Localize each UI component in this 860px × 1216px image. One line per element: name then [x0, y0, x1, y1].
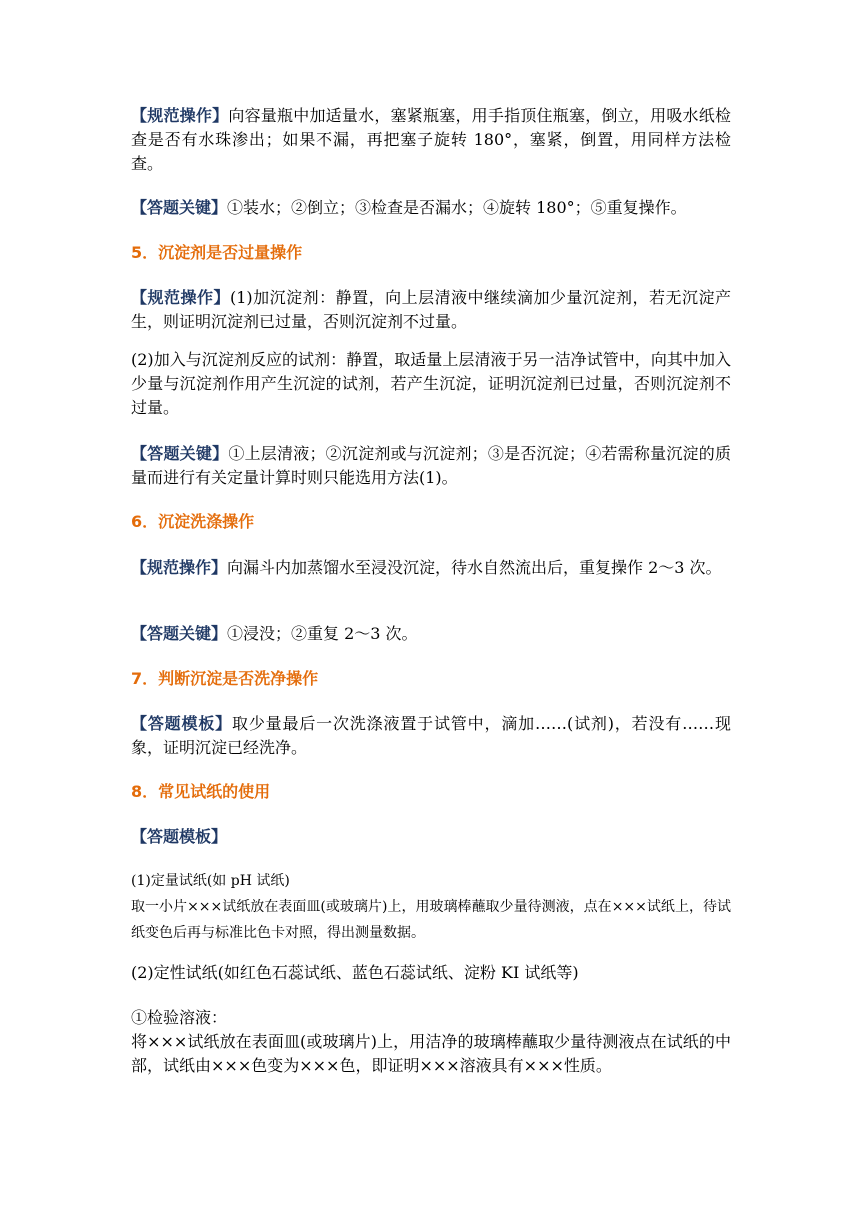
- paragraph-method-2: [131, 348, 731, 420]
- tag-label: 【规范操作】: [131, 558, 228, 577]
- paragraph-text: ①浸没；②重复 2～3 次。: [227, 624, 418, 643]
- paragraph-text: 向容量瓶中加适量水，塞紧瓶塞，用手指顶住瓶塞，倒立，用吸水纸检查是否有水珠渗出；如果不漏，再把塞子旋转 180°，塞紧，倒置，用同样方法检查。: [131, 106, 731, 173]
- tag-label: 【规范操作】: [131, 106, 229, 125]
- section-heading-7: 7．判断沉淀是否洗净操作: [131, 669, 319, 688]
- tag-label: 【规范操作】: [131, 288, 230, 307]
- section-heading-6: 6．沉淀洗涤操作: [131, 512, 255, 531]
- paragraph-answer-template-1: [131, 712, 731, 760]
- paragraph-text: 取少量最后一次洗涤液置于试管中，滴加……(试剂)，若没有……现象，证明沉淀已经洗净。: [131, 714, 731, 757]
- paragraph-standard-operation-3: [131, 556, 731, 580]
- paragraph-standard-operation-2: [131, 286, 731, 334]
- paragraph-text: (2)加入与沉淀剂反应的试剂：静置，取适量上层清液于另一洁净试管中，向其中加入少量与沉淀剂作用产生沉淀的试剂，若产生沉淀，证明沉淀剂已过量，否则沉淀剂不过量。: [131, 350, 731, 417]
- paragraph-text: (1)加沉淀剂：静置，向上层清液中继续滴加少量沉淀剂，若无沉淀产生，则证明沉淀剂已过量，否则沉淀剂不过量。: [131, 288, 731, 331]
- paragraph-test-solution: [131, 1006, 731, 1078]
- tag-label: 【答题关键】: [131, 198, 228, 217]
- paragraph-answer-template-2: [131, 825, 731, 849]
- paragraph-text: ①上层清液；②沉淀剂或与沉淀剂；③是否沉淀；④若需称量沉淀的质量而进行有关定量计算时则只能选用方法(1)。: [131, 444, 731, 487]
- paragraph-text: (2)定性试纸(如红色石蕊试纸、蓝色石蕊试纸、淀粉 KI 试纸等): [131, 963, 579, 982]
- tag-label: 【答题模板】: [131, 714, 232, 733]
- tag-label: 【答题模板】: [131, 827, 228, 846]
- paragraph-qualitative-paper: [131, 961, 731, 985]
- section-heading-8: 8．常见试纸的使用: [131, 782, 271, 801]
- subheading: ①检验溶液：: [131, 1008, 228, 1027]
- paragraph-answer-key-2: [131, 442, 731, 490]
- paragraph-text: 向漏斗内加蒸馏水至浸没沉淀，待水自然流出后，重复操作 2～3 次。: [227, 558, 722, 577]
- paragraph-quantitative-paper: [131, 868, 731, 946]
- paragraph-standard-operation-1: [131, 104, 731, 176]
- paragraph-answer-key-3: [131, 622, 731, 646]
- paragraph-answer-key-1: [131, 196, 731, 220]
- section-heading-5: 5．沉淀剂是否过量操作: [131, 243, 303, 262]
- paragraph-text: 取一小片×××试纸放在表面皿(或玻璃片)上，用玻璃棒蘸取少量待测液，点在×××试纸上，待试纸变色后再与标准比色卡对照，得出测量数据。: [131, 899, 731, 941]
- paragraph-text: ①装水；②倒立；③检查是否漏水；④旋转 180°；⑤重复操作。: [227, 198, 687, 217]
- subheading: (1)定量试纸(如 pH 试纸): [131, 873, 290, 889]
- paragraph-text: 将×××试纸放在表面皿(或玻璃片)上，用洁净的玻璃棒蘸取少量待测液点在试纸的中部，试纸由×××色变为×××色，即证明×××溶液具有×××性质。: [131, 1032, 731, 1075]
- tag-label: 【答题关键】: [131, 444, 229, 463]
- tag-label: 【答题关键】: [131, 624, 228, 643]
